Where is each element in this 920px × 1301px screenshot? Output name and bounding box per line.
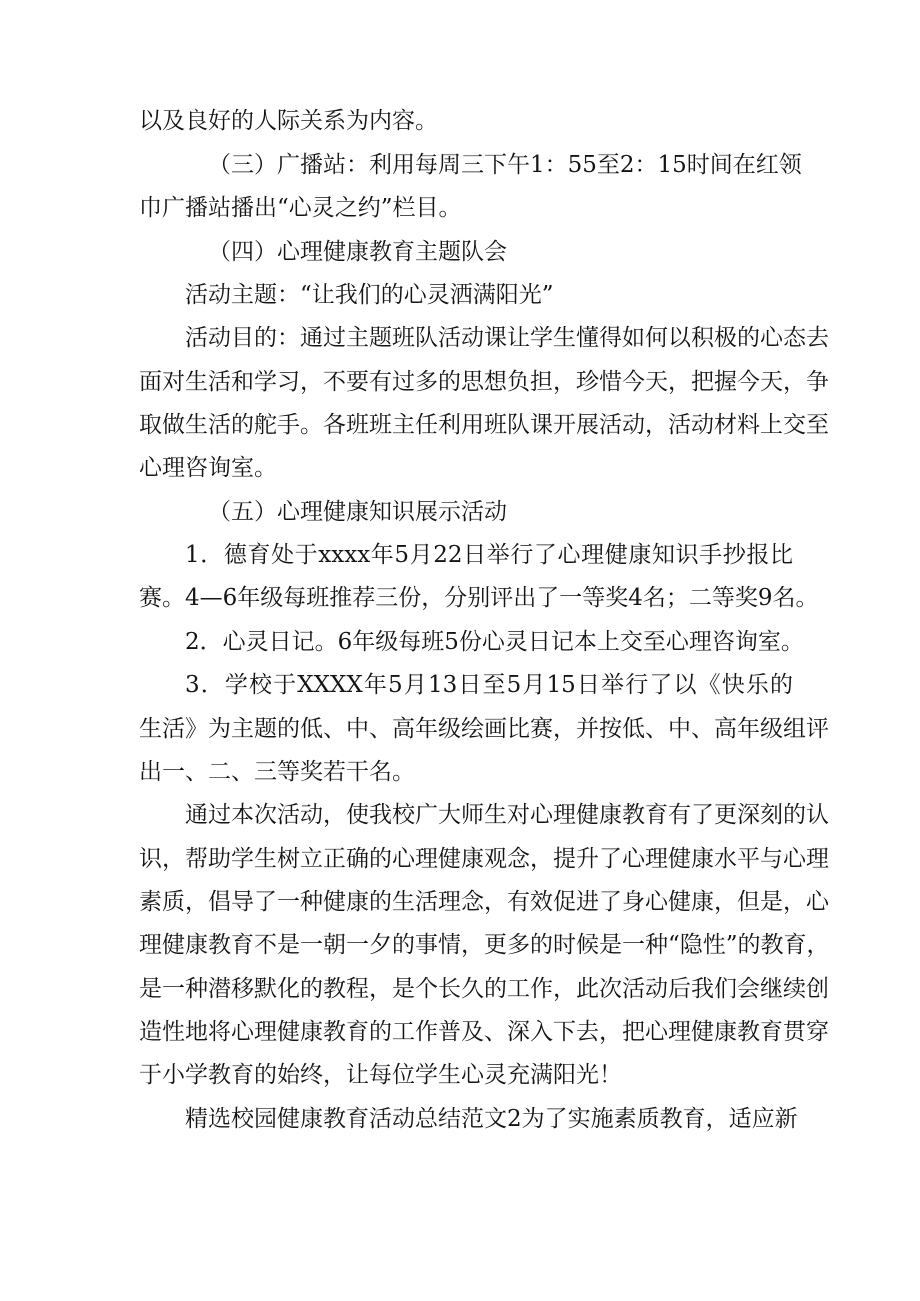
text-line-6: 活动目的：通过主题班队活动课让学生懂得如何以积极的心态去 [185,325,829,351]
text-line-8: 取做生活的舵手。各班班主任利用班队课开展活动，活动材料上交至 [139,412,829,438]
text-line-3: 巾广播站播出“心灵之约”栏目。 [139,195,462,221]
text-line-18: 识，帮助学生树立正确的心理健康观念，提升了心理健康水平与心理 [139,846,829,872]
text-line-12: 赛。4—6年级每班推荐三份，分别评出了一等奖4名；二等奖9名。 [139,585,819,611]
text-line-13: 2．心灵日记。6年级每班5份心灵日记本上交至心理咨询室。 [185,629,804,655]
text-line-20: 理健康教育不是一朝一夕的事情，更多的时候是一种“隐性”的教育， [139,932,830,958]
text-line-24: 精选校园健康教育活动总结范文2为了实施素质教育，适应新 [185,1106,798,1132]
text-line-22: 造性地将心理健康教育的工作普及、深入下去，把心理健康教育贯穿 [139,1019,829,1045]
text-line-19: 素质，倡导了一种健康的生活理念，有效促进了身心健康，但是，心 [139,889,829,915]
text-line-17: 通过本次活动，使我校广大师生对心理健康教育有了更深刻的认 [185,802,829,828]
text-line-11: 1．德育处于xxxx年5月22日举行了心理健康知识手抄报比 [185,542,793,568]
text-line-14: 3．学校于XXXX年5月13日至5月15日举行了以《快乐的 [185,672,793,698]
text-line-5: 活动主题：“让我们的心灵洒满阳光” [185,282,554,308]
text-line-7: 面对生活和学习，不要有过多的思想负担，珍惜今天，把握今天，争 [139,369,829,395]
section-heading-4: （四）心理健康教育主题队会 [208,239,507,265]
text-line-2: （三）广播站：利用每周三下午1：55至2：15时间在红领 [208,152,802,178]
section-heading-5: （五）心理健康知识展示活动 [208,499,507,525]
text-line-21: 是一种潜移默化的教程，是个长久的工作，此次活动后我们会继续创 [139,976,829,1002]
text-line-16: 出一、二、三等奖若干名。 [139,759,415,785]
text-line-9: 心理咨询室。 [139,455,277,481]
text-line-23: 于小学教育的始终，让每位学生心灵充满阳光！ [139,1062,622,1088]
text-line-1: 以及良好的人际关系为内容。 [139,108,438,134]
text-line-15: 生活》为主题的低、中、高年级绘画比赛，并按低、中、高年级组评 [139,716,829,742]
